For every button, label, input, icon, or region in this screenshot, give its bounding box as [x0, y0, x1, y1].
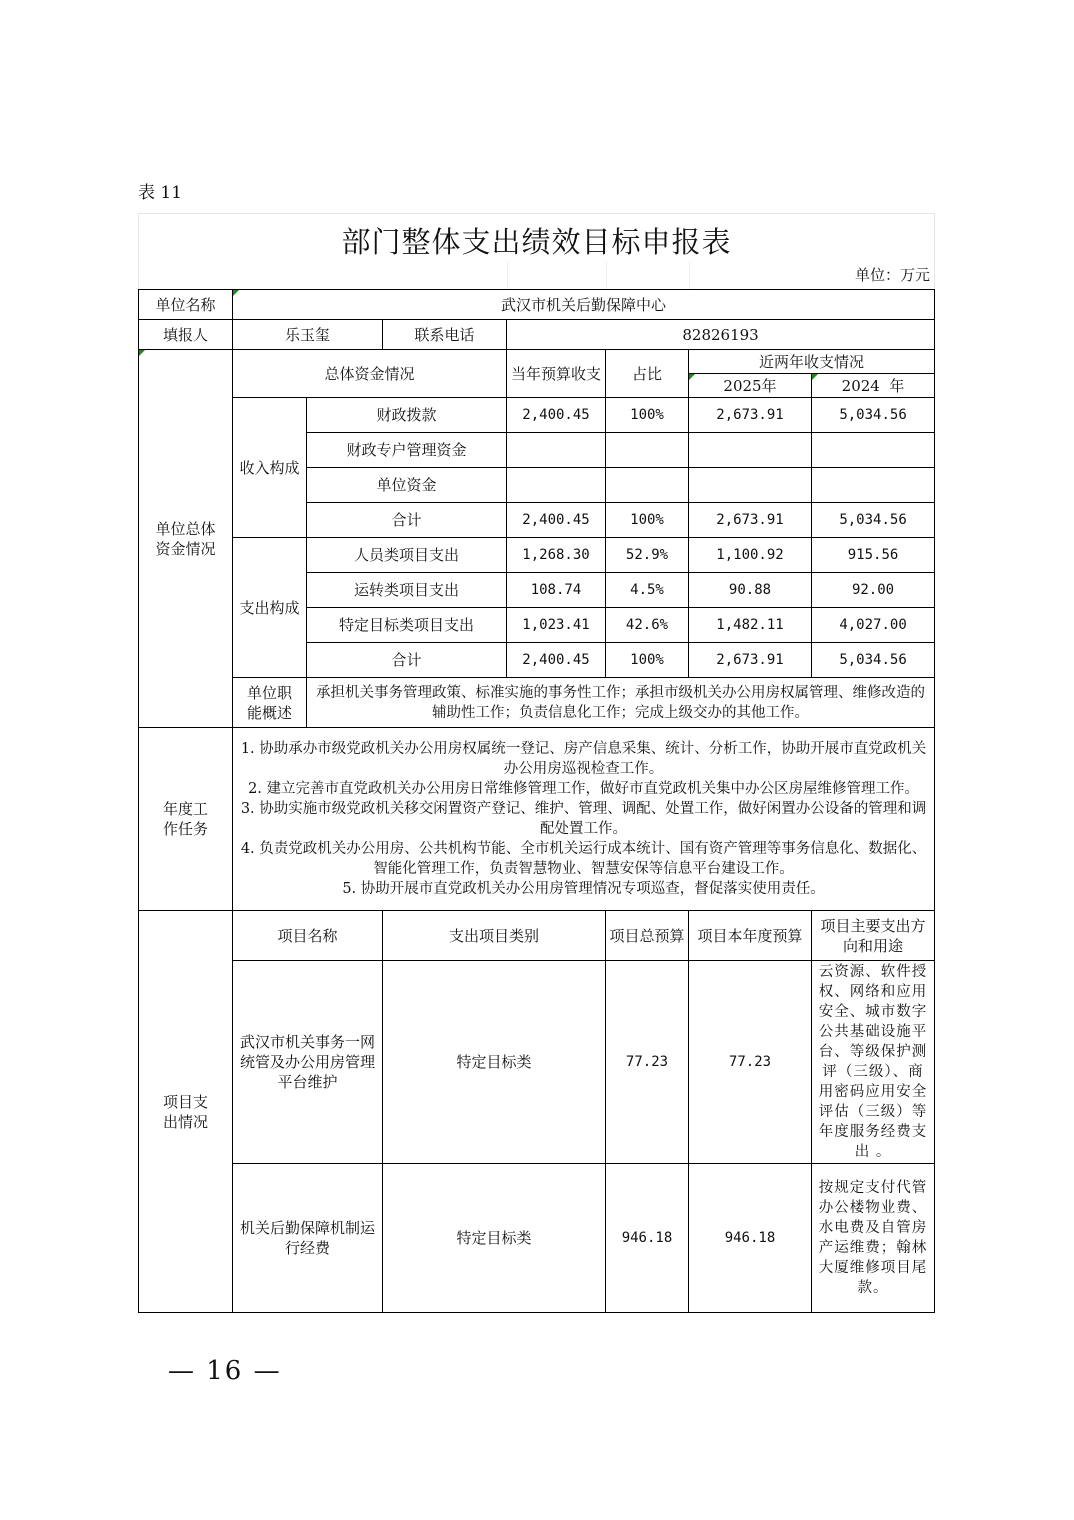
income-ratio: 100% [606, 398, 689, 433]
expense-ratio: 100% [606, 643, 689, 678]
page-number: — 16 — [168, 1356, 282, 1386]
expense-2024: 92.00 [812, 573, 935, 608]
current-budget-header: 当年预算收支 [507, 350, 606, 398]
title-area [138, 213, 935, 289]
annual-tasks-list [233, 728, 935, 911]
expense-ratio: 52.9% [606, 538, 689, 573]
expense-2025: 1,100.92 [689, 538, 812, 573]
filler-row [139, 320, 935, 350]
phone-value: 82826193 [507, 320, 935, 350]
income-ratio: 100% [606, 503, 689, 538]
income-budget: 2,400.45 [507, 398, 606, 433]
functions-label: 单位职能概述 [233, 678, 307, 728]
annual-tasks-row [139, 728, 935, 911]
unit-label: 单位：万元 [854, 266, 930, 284]
income-row [139, 398, 935, 433]
ratio-header: 占比 [606, 350, 689, 398]
expense-2024: 4,027.00 [812, 608, 935, 643]
project-category: 特定目标类 [383, 961, 606, 1164]
expense-row [139, 538, 935, 573]
task-item: 2. 建立完善市直党政机关办公用房日常维修管理工作，做好市直党政机关集中办公区房屋维修管理工作。 [248, 781, 920, 797]
expense-2025: 1,482.11 [689, 608, 812, 643]
faint-divider [507, 262, 508, 289]
income-item-name: 合计 [307, 503, 507, 538]
project-name: 武汉市机关事务一网统管及办公用房管理平台维护 [233, 961, 383, 1164]
expense-label: 支出构成 [233, 538, 307, 678]
income-item-name: 财政拨款 [307, 398, 507, 433]
income-2025: 2,673.91 [689, 503, 812, 538]
income-ratio [606, 433, 689, 468]
project-purpose: 云资源、软件授权、网络和应用安全、城市数字公共基础设施平台、等级保护测评（三级）、商用密码应用安全评估（三级）等年度服务经费支出 。 [812, 961, 935, 1164]
income-2025 [689, 468, 812, 503]
projects-label: 项目支出情况 [139, 911, 233, 1313]
income-2025 [689, 433, 812, 468]
income-2024: 5,034.56 [812, 503, 935, 538]
expense-ratio: 4.5% [606, 573, 689, 608]
filler-label: 填报人 [139, 320, 233, 350]
expense-2025: 2,673.91 [689, 643, 812, 678]
income-2024 [812, 433, 935, 468]
overall-funds-header: 总体资金情况 [233, 350, 507, 398]
expense-item-name: 人员类项目支出 [307, 538, 507, 573]
project-category-header: 支出项目类别 [383, 911, 606, 961]
project-category: 特定目标类 [383, 1164, 606, 1313]
expense-item-name: 合计 [307, 643, 507, 678]
project-purpose: 按规定支付代管办公楼物业费、水电费及自管房产运维费；翰林大厦维修项目尾款。 [812, 1164, 935, 1313]
funds-header-row [139, 350, 935, 374]
performance-target-table [138, 289, 935, 1313]
income-label: 收入构成 [233, 398, 307, 538]
expense-2024: 5,034.56 [812, 643, 935, 678]
income-budget [507, 468, 606, 503]
expense-item-name: 运转类项目支出 [307, 573, 507, 608]
expense-budget: 2,400.45 [507, 643, 606, 678]
income-2025: 2,673.91 [689, 398, 812, 433]
table-number: 表 11 [138, 183, 183, 203]
project-row [139, 1164, 935, 1313]
form-title: 部门整体支出绩效目标申报表 [341, 225, 732, 259]
project-total: 946.18 [606, 1164, 689, 1313]
project-row [139, 961, 935, 1164]
faint-divider [689, 262, 690, 289]
project-name: 机关后勤保障机制运行经费 [233, 1164, 383, 1313]
expense-2024: 915.56 [812, 538, 935, 573]
income-item-name: 单位资金 [307, 468, 507, 503]
unit-name-value: 武汉市机关后勤保障中心 [233, 290, 935, 320]
income-budget [507, 433, 606, 468]
income-item-name: 财政专户管理资金 [307, 433, 507, 468]
unit-name-row [139, 290, 935, 320]
project-name-header: 项目名称 [233, 911, 383, 961]
unit-name-label: 单位名称 [139, 290, 233, 320]
annual-tasks-label: 年度工作任务 [139, 728, 233, 911]
task-item: 5. 协助开展市直党政机关办公用房管理情况专项巡查，督促落实使用责任。 [342, 881, 825, 897]
task-item: 3. 协助实施市级党政机关移交闲置资产登记、维护、管理、调配、处置工作，做好闲置办公设备的管理和调配处置工作。 [240, 801, 927, 837]
expense-budget: 108.74 [507, 573, 606, 608]
income-2024: 5,034.56 [812, 398, 935, 433]
expense-budget: 1,268.30 [507, 538, 606, 573]
task-item: 1. 协助承办市级党政机关办公用房权属统一登记、房产信息采集、统计、分析工作，协助开展市直党政机关办公用房巡视检查工作。 [240, 741, 927, 777]
two-years-header: 近两年收支情况 [689, 350, 935, 374]
expense-ratio: 42.6% [606, 608, 689, 643]
income-budget: 2,400.45 [507, 503, 606, 538]
filler-value: 乐玉玺 [233, 320, 383, 350]
project-total-header: 项目总预算 [606, 911, 689, 961]
project-annual: 77.23 [689, 961, 812, 1164]
expense-2025: 90.88 [689, 573, 812, 608]
projects-header-row [139, 911, 935, 961]
expense-item-name: 特定目标类项目支出 [307, 608, 507, 643]
project-annual: 946.18 [689, 1164, 812, 1313]
expense-budget: 1,023.41 [507, 608, 606, 643]
funds-section-label: 单位总体资金情况 [139, 350, 233, 728]
phone-label: 联系电话 [383, 320, 507, 350]
functions-row [139, 678, 935, 728]
project-total: 77.23 [606, 961, 689, 1164]
year-2024-header: 2024 年 [812, 374, 935, 398]
project-annual-header: 项目本年度预算 [689, 911, 812, 961]
year-2025-header: 2025年 [689, 374, 812, 398]
task-item: 4. 负责党政机关办公用房、公共机构节能、全市机关运行成本统计、国有资产管理等事务信息化、数据化、智能化管理工作，负责智慧物业、智慧安保等信息平台建设工作。 [240, 841, 927, 877]
income-2024 [812, 468, 935, 503]
income-ratio [606, 468, 689, 503]
faint-divider [606, 262, 607, 289]
project-purpose-header: 项目主要支出方向和用途 [812, 911, 935, 961]
functions-text: 承担机关事务管理政策、标准实施的事务性工作；承担市级机关办公用房权属管理、维修改造的辅助性工作；负责信息化工作；完成上级交办的其他工作。 [307, 678, 935, 728]
